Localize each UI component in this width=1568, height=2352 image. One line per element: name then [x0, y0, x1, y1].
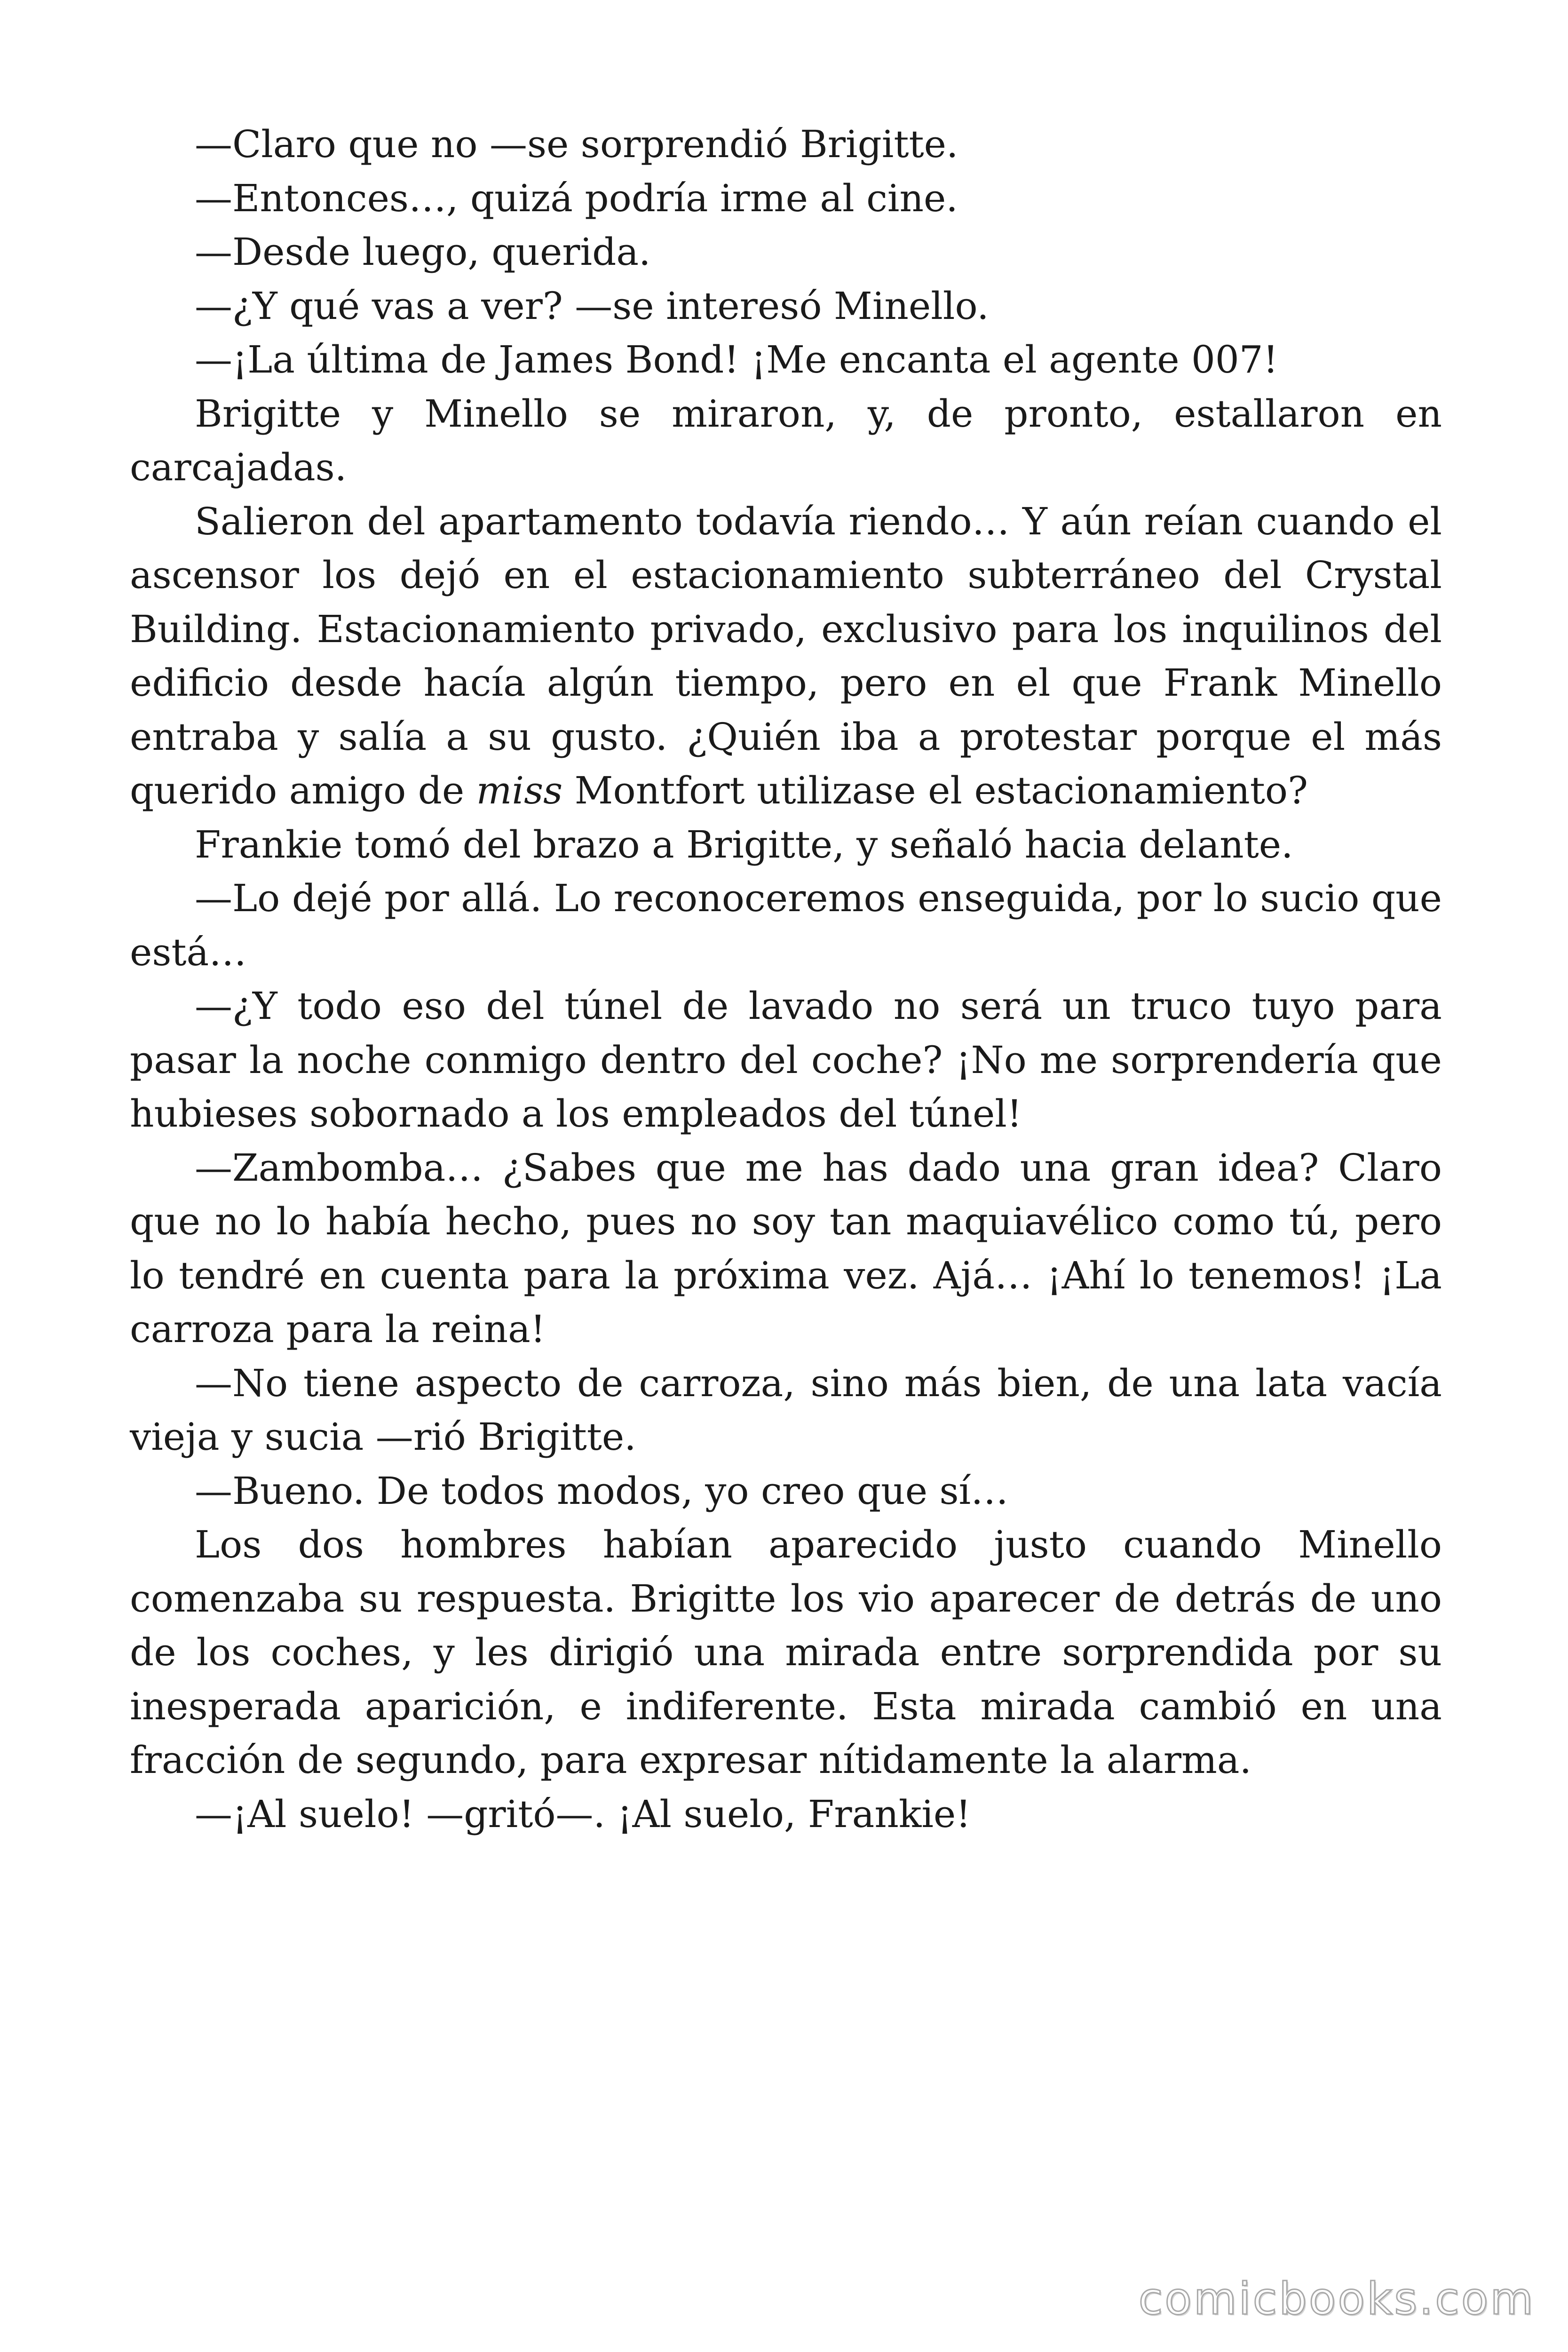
paragraph-6: Brigitte y Minello se miraron, y, de pronto, estallaron en carcajadas.	[130, 391, 1442, 489]
paragraph-1: —Claro que no —se sorprendió Brigitte.	[195, 122, 958, 166]
paragraph-7-text-before: Salieron del apartamento todavía riendo… Y aún reían cuando el ascensor los dejó en el estacionamiento subterráneo del Crystal Building. Estacionamiento privado, exclusivo para los inquilinos del edificio desde hacía algún tiempo, pero en el que Frank Minello entraba y salía a su gusto. ¿Quién iba a protestar porque el más querido amigo de	[130, 499, 1442, 812]
paragraph-12: —No tiene aspecto de carroza, sino más bien, de una lata vacía vieja y sucia —rió Brigitte.	[130, 1361, 1442, 1459]
paragraph-9: —Lo dejé por allá. Lo reconoceremos enseguida, por lo sucio que está…	[130, 876, 1442, 974]
paragraph-7-text-after: Montfort utilizase el estacionamiento?	[562, 769, 1308, 812]
paragraph-13: —Bueno. De todos modos, yo creo que sí…	[195, 1469, 1009, 1513]
paragraph-11: —Zambomba… ¿Sabes que me has dado una gran idea? Claro que no lo había hecho, pues no soy tan maquiavélico como tú, pero lo tendré en cuenta para la próxima vez. Ajá… ¡Ahí lo tenemos! ¡La carroza para la reina!	[130, 1145, 1442, 1351]
watermark-logo: comicbooks.com	[1138, 2273, 1535, 2325]
paragraph-5: —¡La última de James Bond! ¡Me encanta el agente 007!	[195, 338, 1278, 381]
paragraph-15: —¡Al suelo! —gritó—. ¡Al suelo, Frankie!	[195, 1792, 971, 1836]
paragraph-10: —¿Y todo eso del túnel de lavado no será un truco tuyo para pasar la noche conmigo dentro del coche? ¡No me sorprendería que hubieses sobornado a los empleados del túnel!	[130, 984, 1442, 1136]
paragraph-7	[130, 495, 1442, 818]
paragraph-4: —¿Y qué vas a ver? —se interesó Minello.	[195, 284, 989, 328]
paragraph-2: —Entonces…, quizá podría irme al cine.	[195, 176, 958, 220]
paragraph-14: Los dos hombres habían aparecido justo cuando Minello comenzaba su respuesta. Brigitte los vio aparecer de detrás de uno de los coches, y les dirigió una mirada entre sorprendida por su inesperada aparición, e indiferente. Esta mirada cambió en una fracción de segundo, para expresar nítidamente la alarma.	[130, 1523, 1442, 1782]
paragraph-8: Frankie tomó del brazo a Brigitte, y señaló hacia delante.	[195, 822, 1293, 866]
paragraph-3: —Desde luego, querida.	[195, 230, 651, 274]
document-body	[130, 118, 1442, 1841]
paragraph-7-emphasis: miss	[476, 769, 563, 812]
